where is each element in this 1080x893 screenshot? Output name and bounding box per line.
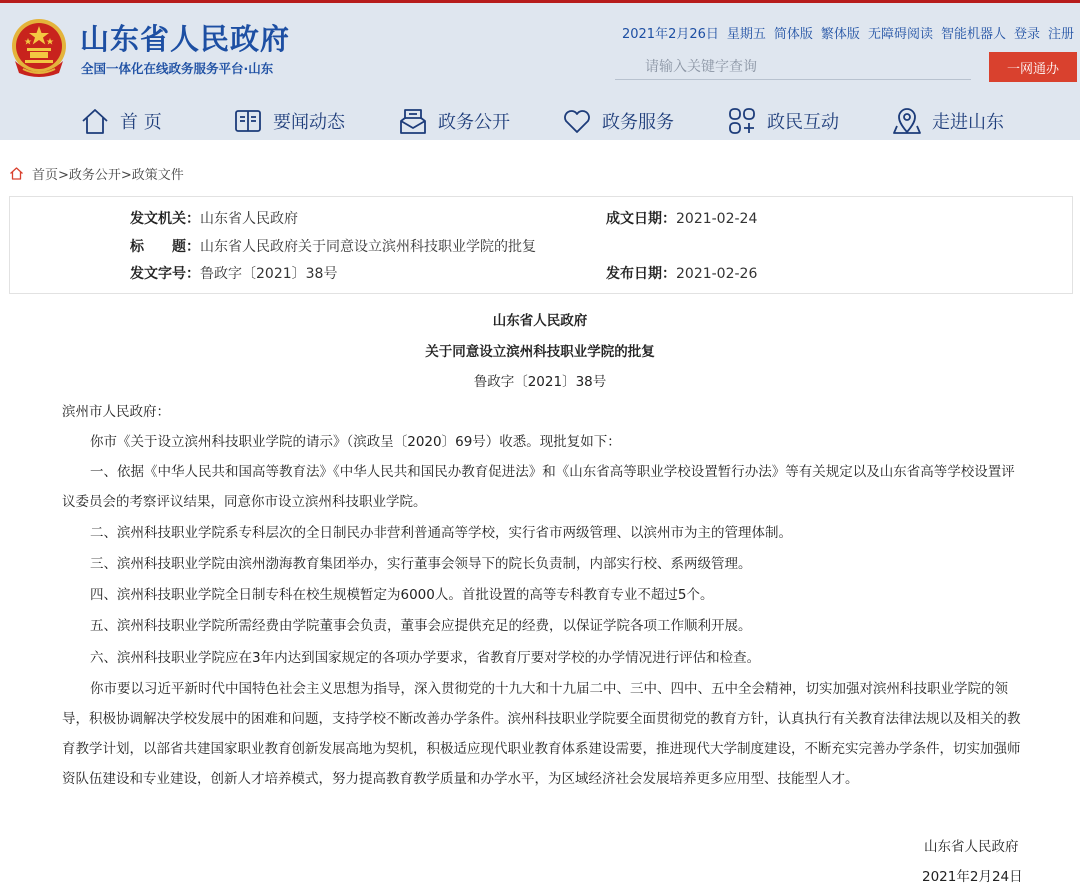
register-link[interactable]: 注册	[1047, 27, 1074, 42]
national-emblem-icon	[9, 17, 69, 79]
nav-interaction-label: 政民互动	[767, 111, 839, 133]
site-header	[0, 0, 1080, 140]
document-paragraph: 你市要以习近平新时代中国特色社会主义思想为指导，深入贯彻党的十九大和十九届二中、三中、四中、五中全会精神，切实加强对滨州科技职业学院的领导，积极协调解决学校发展中的困难和问题，支持学校不断改善办学条件。滨州科技职业学院要全面贯彻党的教育方针，认真执行有关教育法律法规以及相关的教育教学计划，以部省共建国家职业教育创新发展高地为契机，积极适应现代职业教育体系建设需要，推进现代大学制度建设，不断充实完善办学条件，切实加强师资队伍建设和专业建设，创新人才培养模式，努力提高教育教学质量和办学水平，为区域经济社会发展培养更多应用型、技能型人才。	[62, 681, 1021, 787]
nav-home[interactable]	[80, 98, 162, 143]
document-meta	[9, 196, 1073, 294]
document-number: 鲁政字〔2021〕38号	[473, 374, 607, 390]
document-paragraph: 五、滨州科技职业学院所需经费由学院董事会负责，董事会应提供充足的经费，以保证学院各项工作顺利开展。	[90, 618, 752, 634]
nav-gov-affairs[interactable]	[398, 98, 510, 143]
site-subtitle: 全国一体化在线政务服务平台·山东	[81, 61, 274, 76]
nav-about-shandong[interactable]	[892, 98, 1004, 143]
smart-robot-link[interactable]: 智能机器人	[940, 27, 1006, 42]
accessible-reading-link[interactable]: 无障碍阅读	[867, 27, 933, 42]
nav-news-label: 要闻动态	[273, 111, 345, 133]
main-nav	[0, 98, 1080, 143]
document-paragraph: 一、依据《中华人民共和国高等教育法》《中华人民共和国民办教育促进法》和《山东省高等职业学校设置暂行办法》等有关规定以及山东省高等学校设置评议委员会的考察评议结果，同意你市设立滨州科技职业学院。	[62, 464, 1015, 510]
nav-home-label: 首 页	[120, 111, 162, 133]
document-paragraph: 你市《关于设立滨州科技职业学院的请示》（滨政呈〔2020〕69号）收悉。现批复如下：	[90, 434, 621, 450]
document-signature: 山东省人民政府	[924, 839, 1019, 855]
document-issuer: 山东省人民政府	[492, 313, 588, 329]
book-icon	[233, 106, 263, 136]
meta-doc-number-value: 鲁政字〔2021〕38号	[200, 266, 338, 282]
nav-about-shandong-label: 走进山东	[932, 111, 1004, 133]
site-title[interactable]: 山东省人民政府	[80, 22, 291, 56]
meta-issuer-key: 发文机关：	[130, 211, 200, 227]
inbox-icon	[398, 106, 428, 136]
document-paragraph: 六、滨州科技职业学院应在3年内达到国家规定的各项办学要求，省教育厅要对学校的办学情况进行评估和检查。	[90, 650, 761, 666]
location-icon	[892, 106, 922, 136]
home-icon	[9, 166, 24, 181]
meta-date-written-value: 2021-02-24	[676, 211, 758, 227]
breadcrumb-path[interactable]: 首页>政务公开>政策文件	[32, 168, 184, 183]
one-stop-service-button[interactable]: 一网通办	[989, 52, 1077, 82]
meta-title	[130, 236, 536, 256]
breadcrumb	[9, 164, 184, 183]
document-paragraph: 二、滨州科技职业学院系专科层次的全日制民办非营利普通高等学校，实行省市两级管理、以滨州市为主的管理体制。	[90, 525, 792, 541]
meta-title-value: 山东省人民政府关于同意设立滨州科技职业学院的批复	[200, 239, 536, 255]
document-title: 关于同意设立滨州科技职业学院的批复	[425, 344, 655, 360]
meta-issuer-value: 山东省人民政府	[200, 211, 298, 227]
meta-date-published	[606, 263, 757, 283]
meta-issuer	[130, 208, 298, 228]
meta-title-key: 标 题：	[130, 239, 200, 255]
login-link[interactable]: 登录	[1013, 27, 1040, 42]
meta-date-written-key: 成文日期：	[606, 211, 676, 227]
grid-icon	[727, 106, 757, 136]
meta-date-published-key: 发布日期：	[606, 266, 676, 282]
nav-news[interactable]	[233, 98, 345, 143]
document-paragraph: 三、滨州科技职业学院由滨州渤海教育集团举办，实行董事会领导下的院长负责制，内部实行校、系两级管理。	[90, 556, 752, 572]
nav-services[interactable]	[562, 98, 674, 143]
current-date: 2021年2月26日	[621, 27, 719, 42]
document-paragraph: 四、滨州科技职业学院全日制专科在校生规模暂定为6000人。首批设置的高等专科教育专业不超过5个。	[90, 587, 714, 603]
document-signature-date: 2021年2月24日	[922, 869, 1023, 885]
home-icon	[80, 106, 110, 136]
top-links	[622, 23, 1074, 42]
meta-doc-number-key: 发文字号：	[130, 266, 200, 282]
current-weekday: 星期五	[726, 27, 766, 42]
heart-icon	[562, 106, 592, 136]
meta-doc-number	[130, 263, 337, 283]
meta-date-published-value: 2021-02-26	[676, 266, 758, 282]
nav-interaction[interactable]	[727, 98, 839, 143]
meta-date-written	[606, 208, 757, 228]
nav-services-label: 政务服务	[602, 111, 674, 133]
document-addressee: 滨州市人民政府：	[62, 404, 170, 420]
search-input[interactable]	[615, 54, 971, 79]
traditional-chinese-link[interactable]: 繁体版	[820, 27, 860, 42]
search-box	[615, 54, 971, 80]
nav-gov-affairs-label: 政务公开	[438, 111, 510, 133]
simplified-chinese-link[interactable]: 简体版	[773, 27, 813, 42]
